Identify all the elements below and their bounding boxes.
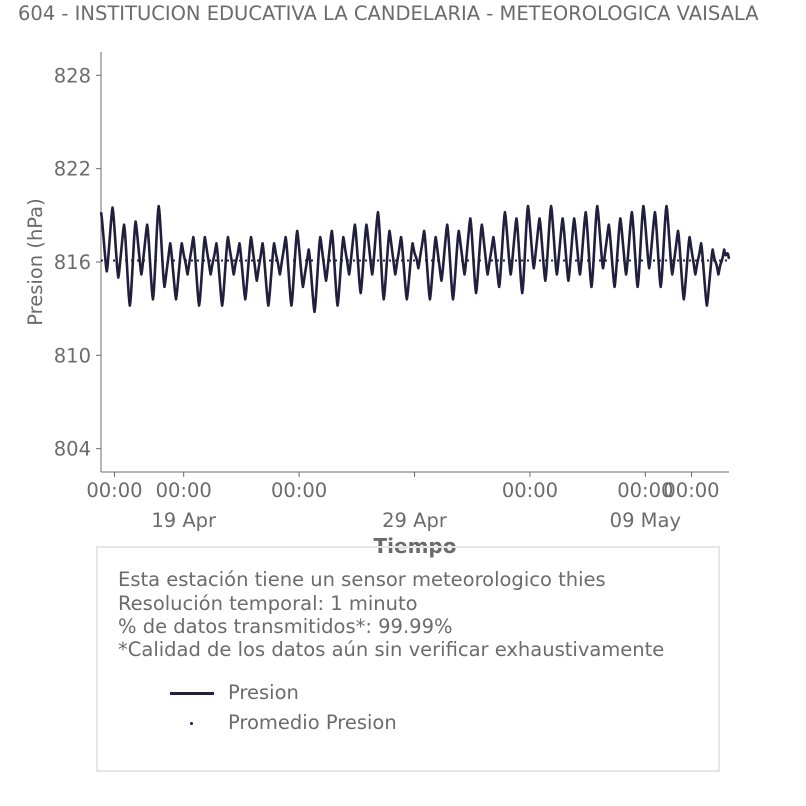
legend-line-swatch bbox=[170, 692, 214, 695]
chart-title: 604 - INSTITUCION EDUCATIVA LA CANDELARIA - METEOROLOGICA VAISALA bbox=[18, 2, 759, 25]
legend-label-presion: Presion bbox=[228, 681, 299, 704]
y-tick-label: 810 bbox=[53, 344, 91, 368]
x-tick-label: 00:00 bbox=[271, 479, 328, 502]
info-quality: *Calidad de los datos aún sin verificar exhaustivamente bbox=[118, 638, 665, 661]
info-transmitted: % de datos transmitidos*: 99.99% bbox=[118, 615, 453, 638]
y-tick-label: 822 bbox=[53, 157, 91, 181]
info-sensor: Esta estación tiene un sensor meteorologico thies bbox=[118, 568, 606, 591]
x-tick-date-label: 09 May bbox=[609, 509, 681, 532]
info-box bbox=[96, 546, 720, 772]
y-ticks bbox=[54, 64, 101, 460]
x-tick-label: 00:00 bbox=[617, 479, 674, 502]
x-tick-label: 00:00 bbox=[663, 479, 720, 502]
y-tick-label: 804 bbox=[53, 437, 91, 461]
series-line-presion bbox=[101, 206, 729, 312]
x-axis-label: Tiempo bbox=[373, 534, 457, 558]
x-tick-date-label: 19 Apr bbox=[151, 509, 217, 532]
x-tick-date-label: 29 Apr bbox=[382, 509, 447, 532]
legend-label-promedio: Promedio Presion bbox=[228, 711, 397, 734]
y-tick-label: 828 bbox=[53, 64, 91, 88]
info-resolution: Resolución temporal: 1 minuto bbox=[118, 592, 418, 615]
legend-dot-swatch bbox=[190, 722, 193, 725]
x-ticks bbox=[86, 472, 719, 532]
y-axis-label: Presion (hPa) bbox=[24, 198, 47, 326]
x-tick-label: 00:00 bbox=[155, 479, 212, 502]
x-tick-label: 00:00 bbox=[501, 479, 559, 502]
y-tick-label: 816 bbox=[53, 251, 91, 274]
x-tick-label: 00:00 bbox=[86, 479, 143, 502]
